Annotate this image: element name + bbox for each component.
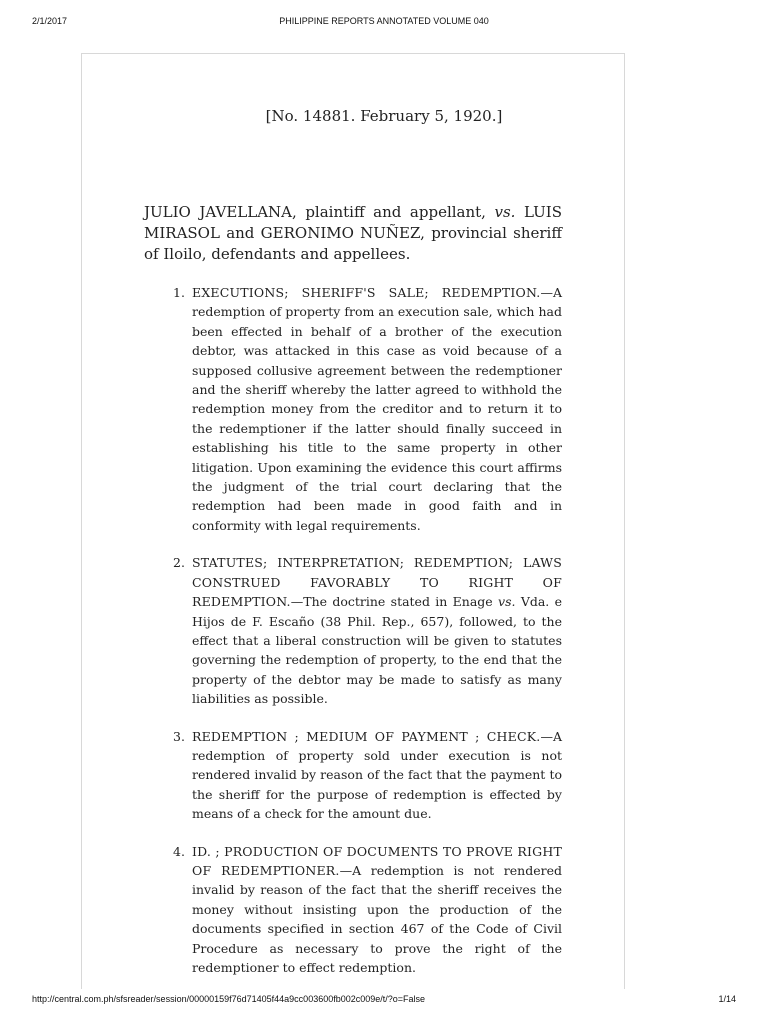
case-heading: [No. 14881. February 5, 1920.] — [265, 107, 503, 125]
syllabus-number: 3. — [173, 728, 185, 744]
parties-versus: vs. — [494, 203, 516, 221]
syllabus-heading: EXECUTIONS; SHERIFF'S SALE; REDEMPTION. — [192, 285, 541, 300]
print-header — [32, 16, 736, 30]
syllabus-body: —A redemption of property sold under execution is not rendered invalid by reason of the fact that the payment to the sheriff for the purpose of redemption is effected by means of a check for the amount due. — [192, 728, 562, 822]
syllabus-heading: REDEMPTION ; MEDIUM OF PAYMENT ; CHECK. — [192, 728, 541, 744]
syllabus-heading: STATUTES; INTERPRETATION; REDEMPTION; LAWS CONSTRUED FAVORABLY TO RIGHT OF REDEMPTION. — [192, 555, 562, 610]
syllabus-item — [144, 727, 562, 824]
syllabus-list — [144, 283, 562, 995]
print-footer — [32, 994, 736, 1008]
parties-plaintiff: JULIO JAVELLANA, plaintiff and appellant, — [144, 203, 495, 221]
syllabus-body: —The doctrine stated in Enage — [290, 594, 499, 610]
syllabus-versus: vs. — [498, 594, 516, 610]
syllabus-item — [144, 283, 562, 535]
syllabus-number: 4. — [173, 843, 185, 859]
syllabus-heading: ID. ; PRODUCTION OF DOCUMENTS TO PROVE RIGHT OF REDEMPTIONER. — [192, 843, 562, 878]
syllabus-number: 2. — [173, 555, 185, 571]
case-parties — [144, 202, 562, 265]
print-page-number: 1/14 — [718, 994, 736, 1004]
syllabus-body: Vda. e Hijos de F. Escaño (38 Phil. Rep., 657), followed, to the effect that a liberal construction will be given to statutes governing the redemption of property, to the end that the property of the debtor may be made to satisfy as many liabilities as possible. — [192, 594, 562, 707]
print-url: http://central.com.ph/sfsreader/session/00000159f76d71405f44a9cc003600fb002c009e/t/?o=False — [32, 994, 426, 1004]
print-date: 2/1/2017 — [32, 16, 68, 26]
print-title: PHILIPPINE REPORTS ANNOTATED VOLUME 040 — [279, 16, 489, 26]
syllabus-item — [144, 842, 562, 978]
parties-defendants: LUIS MIRASOL and GERONIMO NUÑEZ, provincial sheriff of Iloilo, defendants and appellees. — [144, 203, 562, 263]
syllabus-body: —A redemption of property from an execution sale, which had been effected in behalf of a brother of the execution debtor, was attacked in this case as void because of a supposed collusive agreement between the redemptioner and the sheriff whereby the latter agreed to withhold the redemption money from the creditor and to return it to the redemptioner if the latter should finally succeed in establishing his title to the same property in other litigation. Upon examining the evidence this court affirms the judgment of the trial court declaring that the redemption had been made in good faith and in conformity with legal requirements. — [192, 285, 562, 533]
syllabus-item — [144, 553, 562, 708]
syllabus-body: —A redemption is not rendered invalid by reason of the fact that the sheriff receives the money without insisting upon the production of the documents specified in section 467 of the Code of Civil Procedure as necessary to prove the right of the redemptioner to effect redemption. — [192, 862, 562, 975]
syllabus-number: 1. — [173, 285, 185, 300]
